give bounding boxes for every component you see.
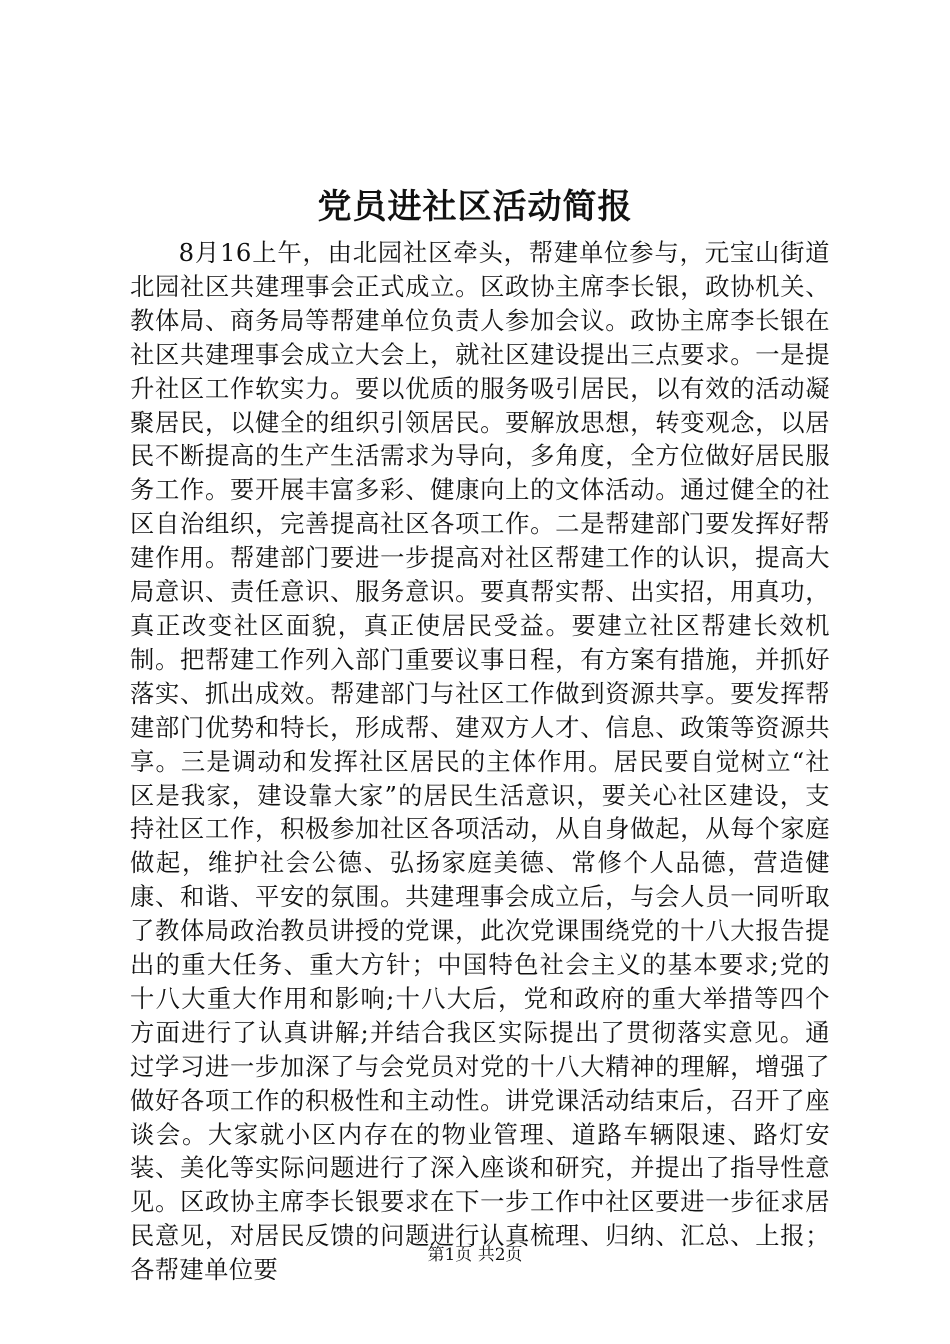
page-footer: 第1页 共2页 [427, 1245, 523, 1265]
document-title: 党员进社区活动简报 [317, 187, 633, 227]
body-paragraph: 8月16上午，由北园社区牵头，帮建单位参与，元宝山街道北园社区共建理事会正式成立。区政协主席李长银，政协机关、教体局、商务局等帮建单位负责人参加会议。政协主席李长银在社区共建理事会成立大会上，就社区建设提出三点要求。一是提升社区工作软实力。要以优质的服务吸引居民，以有效的活动凝聚居民，以健全的组织引领居民。要解放思想，转变观念，以居民不断提高的生产生活需求为导向，多角度，全方位做好居民服务工作。要开展丰富多彩、健康向上的文体活动。通过健全的社区自治组织，完善提高社区各项工作。二是帮建部门要发挥好帮建作用。帮建部门要进一步提高对社区帮建工作的认识，提高大局意识、责任意识、服务意识。要真帮实帮、出实招，用真功，真正改变社区面貌，真正使居民受益。要建立社区帮建长效机制。把帮建工作列入部门重要议事日程，有方案有措施，并抓好落实、抓出成效。帮建部门与社区工作做到资源共享。要发挥帮建部门优势和特长，形成帮、建双方人才、信息、政策等资源共享。三是调动和发挥社区居民的主体作用。居民要自觉树立“社区是我家，建设靠大家”的居民生活意识，要关心社区建设，支持社区工作，积极参加社区各项活动，从自身做起，从每个家庭做起，维护社会公德、弘扬家庭美德、常修个人品德，营造健康、和谐、平安的氛围。共建理事会成立后，与会人员一同听取了教体局政治教员讲授的党课，此次党课围绕党的十八大报告提出的重大任务、重大方针；中国特色社会主义的基本要求;党的十八大重大作用和影响;十八大后，党和政府的重大举措等四个方面进行了认真讲解;并结合我区实际提出了贯彻落实意见。通过学习进一步加深了与会党员对党的十八大精神的理解，增强了做好各项工作的积极性和主动性。讲党课活动结束后，召开了座谈会。大家就小区内存在的物业管理、道路车辆限速、路灯安装、美化等实际问题进行了深入座谈和研究，并提出了指导性意见。区政协主席李长银要求在下一步工作中社区要进一步征求居民意见，对居民反馈的问题进行认真梳理、归纳、汇总、上报；各帮建单位要 [130, 238, 830, 1285]
